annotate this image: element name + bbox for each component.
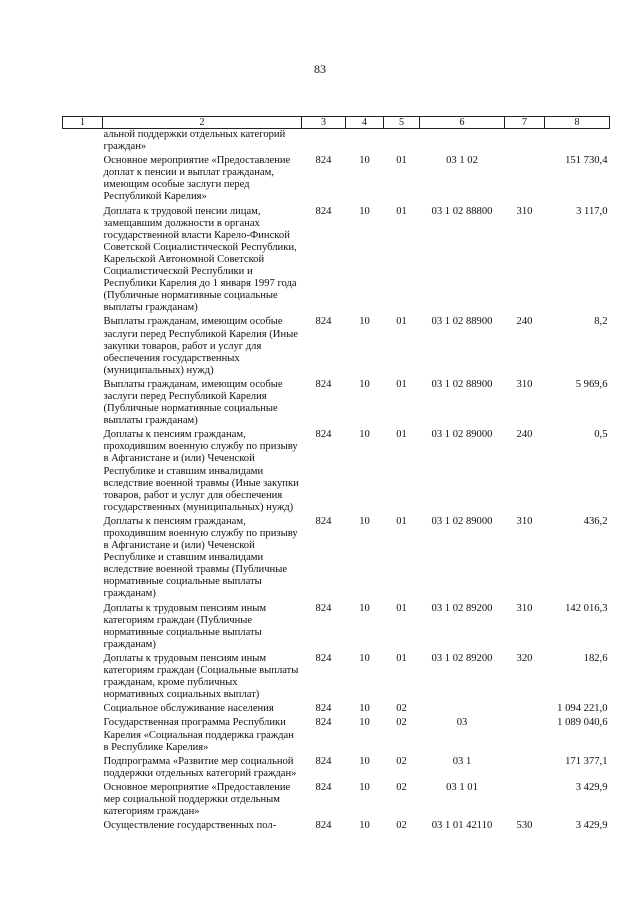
item-name: Государственная программа Республики Карелия «Социальная поддержка граждан в Республике Карелия» xyxy=(103,717,294,753)
column-number: 7 xyxy=(505,117,545,129)
subsection-code: 01 xyxy=(396,515,407,527)
subsection-code: 02 xyxy=(396,755,407,767)
item-name: Подпрограмма «Развитие мер социальной поддержки отдельных категорий граждан» xyxy=(103,755,297,779)
empty-cell xyxy=(63,379,103,429)
item-name: Основное мероприятие «Предоставление доплат к пенсии и выплат гражданам, имеющим особые заслуги перед Республикой Карелия» xyxy=(103,155,291,203)
item-name: Выплаты гражданам, имеющим особые заслуги перед Республикой Карелия (Публичные нормативные социальные выплаты гражданам) xyxy=(103,378,283,427)
expense-type-code: 240 xyxy=(516,316,533,328)
grbs-code: 824 xyxy=(315,602,332,614)
empty-cell xyxy=(63,516,103,603)
empty-cell xyxy=(63,703,103,717)
empty-cell xyxy=(63,717,103,755)
grbs-code: 824 xyxy=(315,378,332,390)
subsection-code: 02 xyxy=(396,717,407,729)
subsection-code: 01 xyxy=(396,155,407,167)
target-article-code: 03 1 02 89000 xyxy=(431,429,493,441)
expense-type-code xyxy=(505,155,545,205)
target-article-code xyxy=(420,703,505,717)
table-row xyxy=(63,206,610,317)
grbs-code: 824 xyxy=(315,755,332,767)
expense-type-code: 310 xyxy=(516,205,533,217)
empty-cell xyxy=(63,429,103,516)
expense-type-code xyxy=(505,782,545,820)
grbs-code: 824 xyxy=(315,652,332,664)
expense-type-code: 240 xyxy=(516,429,533,441)
item-name: Доплата к трудовой пенсии лицам, замещавшим должности в органах государственной власти Карело-Финской Советской Социалистической Республики, Карельской Автономной Советской Социалистической Республики и Республики Карелия до 1 января 1997 года (Публичные нормативные социальные выплаты гражданам) xyxy=(103,205,297,314)
amount: 182,6 xyxy=(583,652,608,664)
empty-cell xyxy=(63,155,103,205)
amount: 0,5 xyxy=(594,429,608,441)
subsection-code: 01 xyxy=(396,602,407,614)
grbs-code: 824 xyxy=(315,205,332,217)
column-number: 4 xyxy=(346,117,384,129)
section-code: 10 xyxy=(359,155,370,167)
section-code: 10 xyxy=(359,429,370,441)
item-name: Доплаты к трудовым пенсиям иным категориям граждан (Социальные выплаты гражданам, кроме публичных нормативных социальных выплат) xyxy=(103,652,299,701)
amount: 1 094 221,0 xyxy=(557,703,608,715)
table-row xyxy=(63,129,610,156)
grbs-code: 824 xyxy=(315,515,332,527)
item-name: Выплаты гражданам, имеющим особые заслуги перед Республикой Карелия (Иные закупки товаров, работ и услуг для обеспечения государственных (муниципальных) нужд) xyxy=(103,316,298,376)
table-row xyxy=(63,717,610,755)
amount: 3 429,9 xyxy=(575,820,608,832)
section-code: 10 xyxy=(359,205,370,217)
empty-cell xyxy=(63,653,103,703)
amount: 5 969,6 xyxy=(575,378,608,390)
grbs-code: 824 xyxy=(315,717,332,729)
table-row xyxy=(63,756,610,782)
subsection-code: 01 xyxy=(396,652,407,664)
section-code: 10 xyxy=(359,820,370,832)
expense-type-code: 310 xyxy=(516,378,533,390)
subsection-code: 01 xyxy=(396,205,407,217)
section-code: 10 xyxy=(359,703,370,715)
expense-type-code: 310 xyxy=(516,602,533,614)
empty-cell xyxy=(63,820,103,834)
empty-cell xyxy=(63,756,103,782)
column-number: 6 xyxy=(420,117,505,129)
target-article-code: 03 1 02 88900 xyxy=(431,378,493,390)
subsection-code xyxy=(384,129,420,156)
table-body xyxy=(63,129,610,835)
section-code: 10 xyxy=(359,602,370,614)
subsection-code: 02 xyxy=(396,781,407,793)
section-code: 10 xyxy=(359,378,370,390)
table-row xyxy=(63,316,610,378)
column-number: 8 xyxy=(545,117,610,129)
subsection-code: 01 xyxy=(396,316,407,328)
expense-type-code: 530 xyxy=(516,820,533,832)
amount: 3 117,0 xyxy=(576,205,608,217)
item-name: Основное мероприятие «Предоставление мер социальной поддержки отдельным категориям граждан» xyxy=(103,781,291,818)
amount: 142 016,3 xyxy=(565,602,608,614)
column-number: 3 xyxy=(302,117,346,129)
grbs-code: 824 xyxy=(315,703,332,715)
table-row xyxy=(63,703,610,717)
empty-cell xyxy=(63,603,103,653)
table-row xyxy=(63,782,610,820)
target-article-code: 03 1 02 88800 xyxy=(431,205,493,217)
item-name: Доплаты к пенсиям гражданам, проходившим военную службу по призыву в Афганистане и (или) Чеченской Республике и ставшим инвалидами вследствие военной травмы (Публичные нормативные социальные выплаты гражданам) xyxy=(103,515,298,600)
item-name: альной поддержки отдельных категорий граждан» xyxy=(103,129,286,153)
empty-cell xyxy=(63,206,103,317)
item-name: Доплаты к пенсиям гражданам, проходившим военную службу по призыву в Афганистане и (или) Чеченской Республике и ставшим инвалидами вследствие военной травмы (Иные закупки товаров, работ и услуг для обеспечения государственных (муниципальных) нужд) xyxy=(103,429,299,513)
table-row xyxy=(63,653,610,703)
amount: 436,2 xyxy=(583,515,608,527)
table-row xyxy=(63,820,610,834)
grbs-code: 824 xyxy=(315,820,332,832)
empty-cell xyxy=(63,316,103,378)
section-code: 10 xyxy=(359,515,370,527)
expense-type-code xyxy=(505,703,545,717)
amount xyxy=(545,129,610,156)
section-code: 10 xyxy=(359,652,370,664)
expense-type-code xyxy=(505,129,545,156)
section-code: 10 xyxy=(359,316,370,328)
grbs-code: 824 xyxy=(315,316,332,328)
target-article-code: 03 1 02 xyxy=(446,155,478,167)
column-number: 1 xyxy=(63,117,103,129)
target-article-code: 03 1 02 88900 xyxy=(431,316,493,328)
item-name: Осуществление государственных пол- xyxy=(103,820,277,832)
column-number: 5 xyxy=(384,117,420,129)
section-code: 10 xyxy=(359,717,370,729)
section-code: 10 xyxy=(359,755,370,767)
amount: 1 089 040,6 xyxy=(557,717,608,729)
table-row xyxy=(63,155,610,205)
subsection-code: 01 xyxy=(396,378,407,390)
item-name: Доплаты к трудовым пенсиям иным категориям граждан (Публичные нормативные социальные выплаты гражданам) xyxy=(103,602,267,650)
amount: 8,2 xyxy=(594,316,608,328)
subsection-code: 02 xyxy=(396,703,407,715)
grbs-code xyxy=(302,129,346,156)
subsection-code: 01 xyxy=(396,429,407,441)
grbs-code: 824 xyxy=(315,155,332,167)
target-article-code: 03 1 xyxy=(452,755,472,767)
amount: 171 377,1 xyxy=(565,755,608,767)
column-number: 2 xyxy=(103,117,302,129)
target-article-code: 03 xyxy=(456,717,468,729)
expense-type-code: 320 xyxy=(516,652,533,664)
target-article-code: 03 1 01 42110 xyxy=(431,820,493,832)
section-code xyxy=(346,129,384,156)
section-code: 10 xyxy=(359,781,370,793)
target-article-code xyxy=(420,129,505,156)
empty-cell xyxy=(63,782,103,820)
item-name: Социальное обслуживание населения xyxy=(103,703,274,715)
target-article-code: 03 1 02 89200 xyxy=(431,602,493,614)
amount: 151 730,4 xyxy=(565,155,608,167)
grbs-code: 824 xyxy=(315,429,332,441)
table-row xyxy=(63,603,610,653)
expense-type-code xyxy=(505,756,545,782)
target-article-code: 03 1 01 xyxy=(446,781,478,793)
table-row xyxy=(63,429,610,516)
budget-table xyxy=(62,116,610,834)
grbs-code: 824 xyxy=(315,781,332,793)
table-row xyxy=(63,379,610,429)
column-number-header xyxy=(63,117,610,129)
table-row xyxy=(63,516,610,603)
page-number: 83 xyxy=(314,62,326,76)
expense-type-code: 310 xyxy=(516,515,533,527)
subsection-code: 02 xyxy=(396,820,407,832)
target-article-code: 03 1 02 89200 xyxy=(431,652,493,664)
expense-type-code xyxy=(505,717,545,755)
empty-cell xyxy=(63,129,103,156)
amount: 3 429,9 xyxy=(575,781,608,793)
target-article-code: 03 1 02 89000 xyxy=(431,515,493,527)
